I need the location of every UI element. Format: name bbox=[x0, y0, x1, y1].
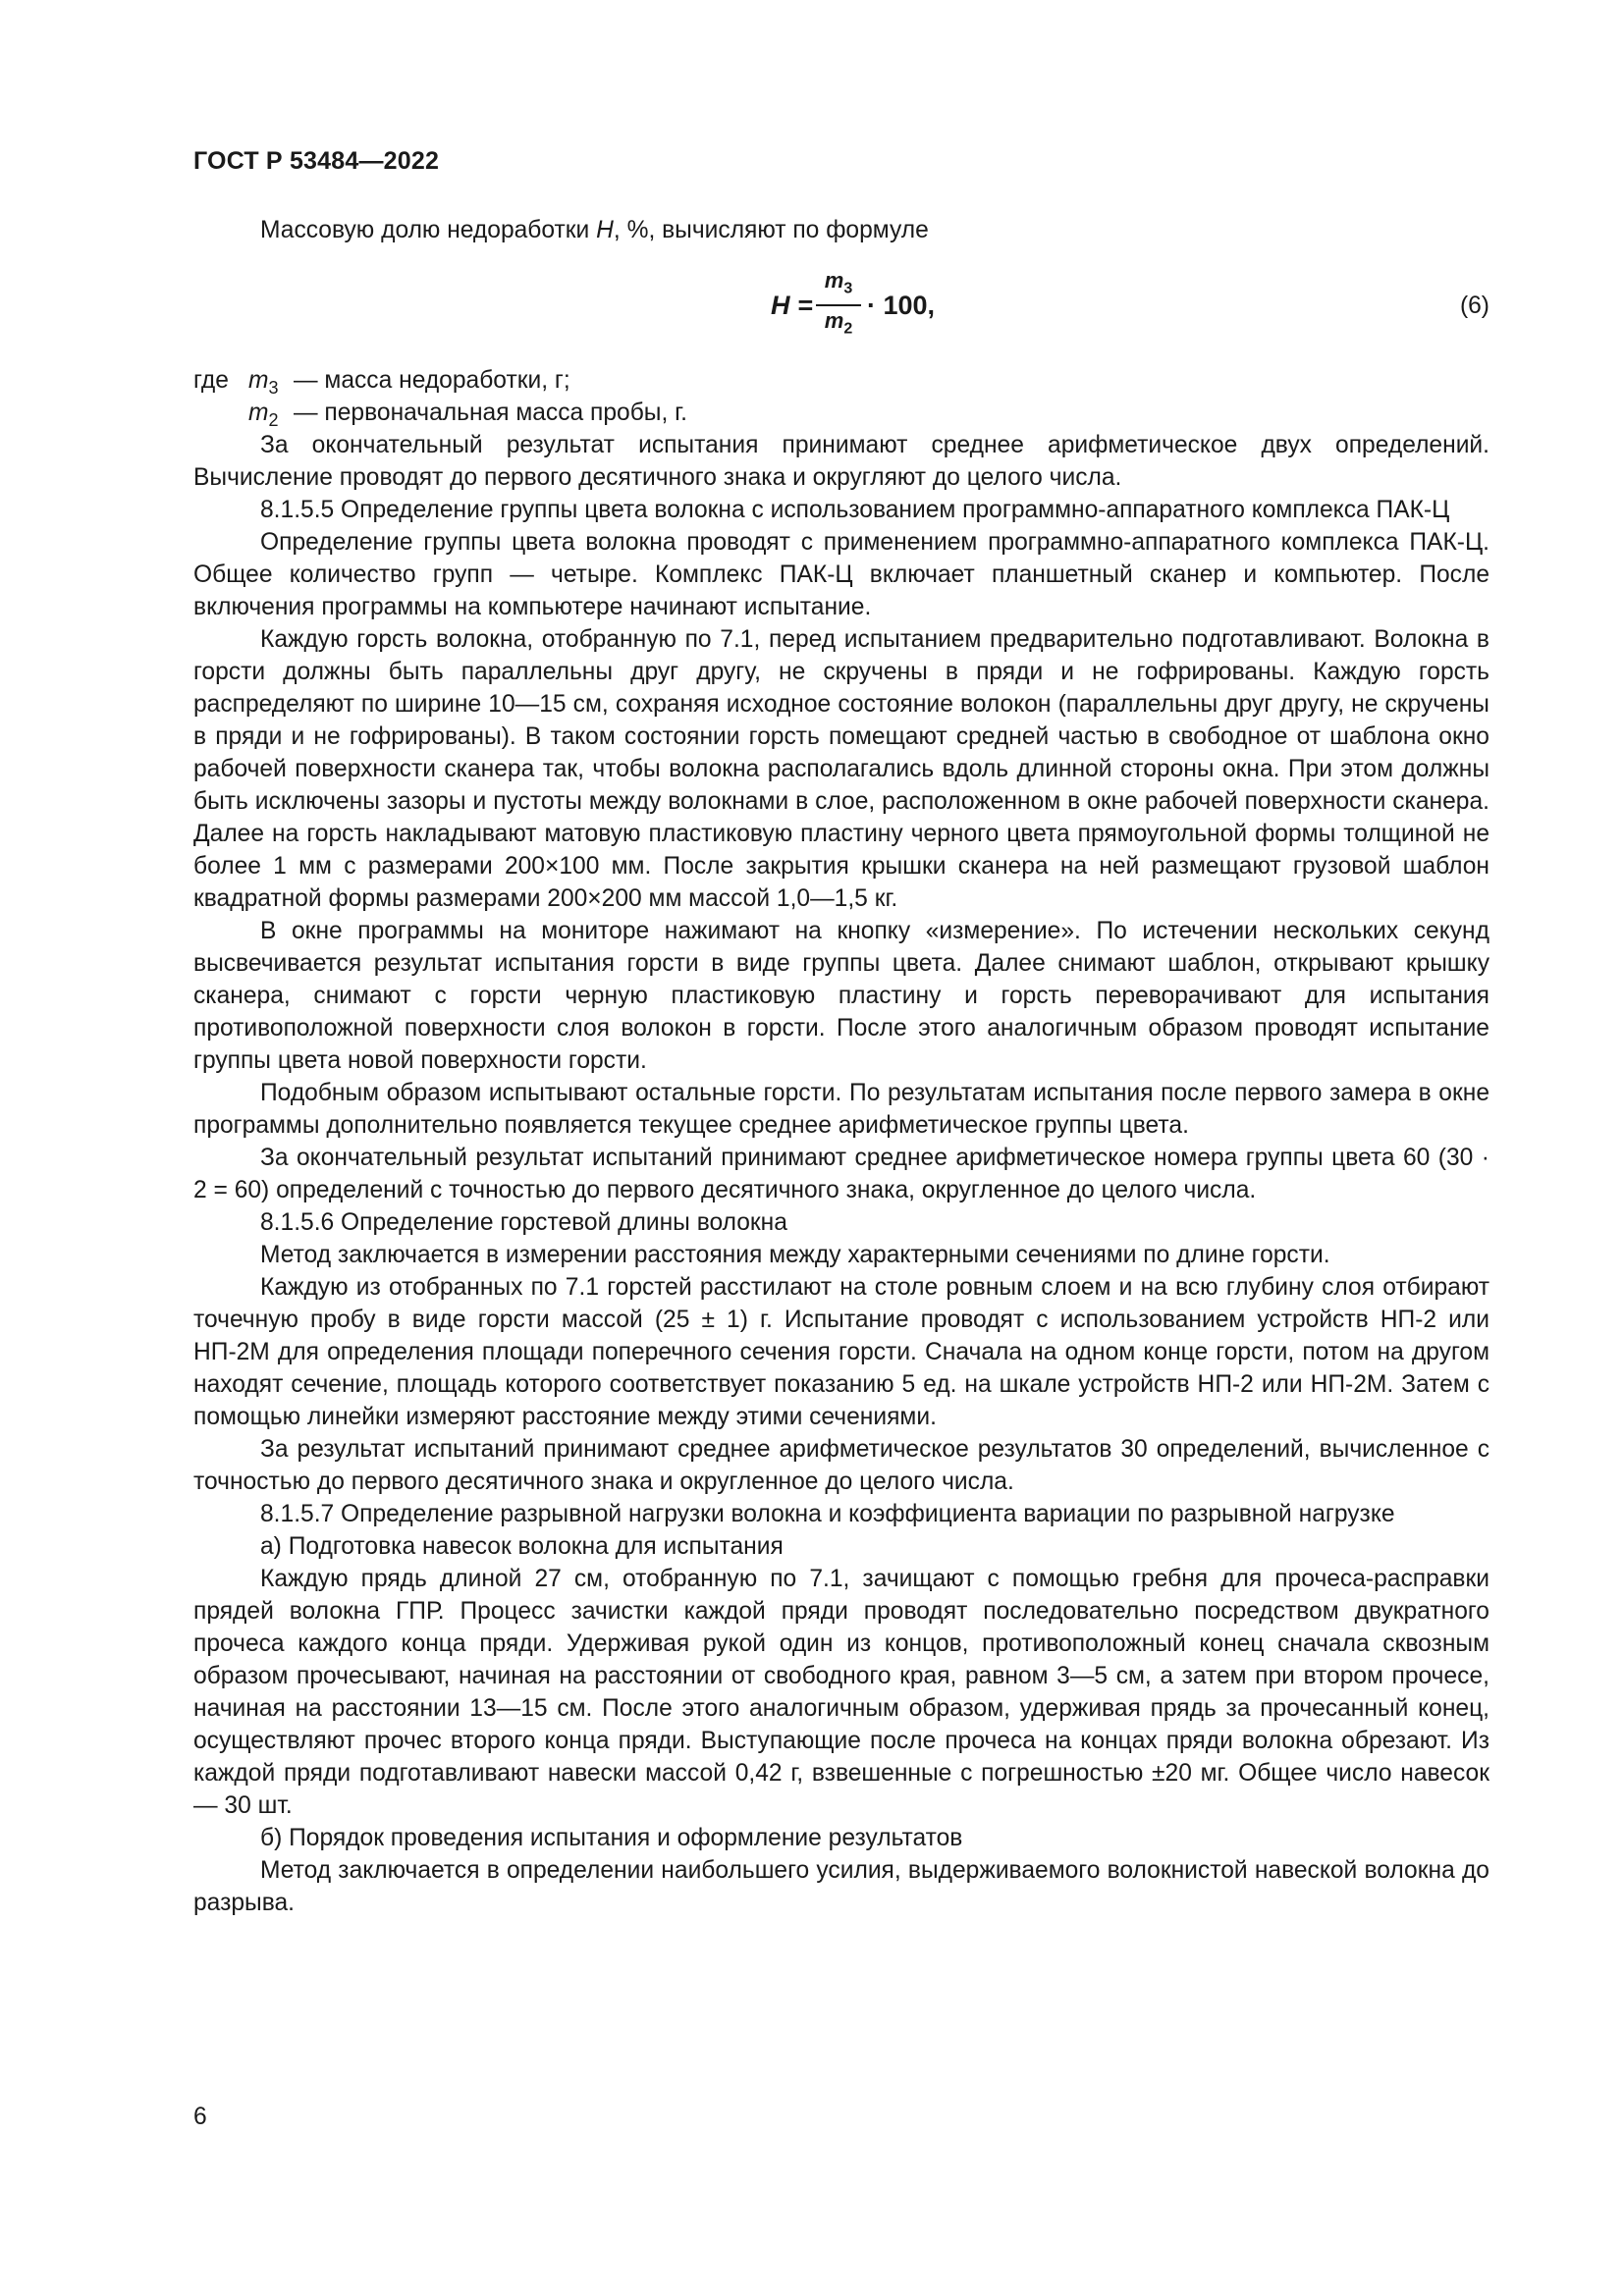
formula-lhs: H = bbox=[771, 291, 813, 320]
legend-item bbox=[193, 364, 1489, 397]
equation-number: (6) bbox=[1459, 293, 1489, 319]
formula-numerator: $m_3$ bbox=[816, 266, 861, 306]
paragraph: Метод заключается в измерении расстояния между характерными сечениями по длине горсти. bbox=[260, 1242, 1330, 1268]
formula-rhs: · 100, bbox=[867, 291, 936, 320]
legend-variable: $m_2$ bbox=[248, 400, 279, 430]
page-number: 6 bbox=[193, 2104, 207, 2130]
section-heading: 8.1.5.5 Определение группы цвета волокна с использованием программно-аппаратного комплекса ПАК-Ц bbox=[260, 497, 1450, 523]
paragraph: Каждую из отобранных по 7.1 горстей расстилают на столе ровным слоем и на всю глубину слоя отбирают точечную пробу в виде горсти массой (25 ± 1) г. Испытание проводят с использованием устройств НП-2 или НП-2М для определения площади поперечного сечения горсти. Сначала на одном конце горсти, потом на другом находят сечение, площадь которого соответствует показанию 5 ед. на шкале устройств НП-2 или НП-2М. Затем с помощью линейки измеряют расстояние между этими сечениями. bbox=[193, 1274, 1489, 1430]
paragraph: За результат испытаний принимают среднее арифметическое результатов 30 определений, вычисленное с точностью до первого десятичного знака и округленное до целого числа. bbox=[193, 1436, 1489, 1495]
paragraph: Каждую горсть волокна, отобранную по 7.1, перед испытанием предварительно подготавливают. Волокна в горсти должны быть параллельны друг другу, не скручены в пряди и не гофрированы. Каждую горсть распределяют по ширине 10—15 см, сохраняя исходное состояние волокон (параллельны друг другу, не скручены в пряди и не гофрированы). В таком состоянии горсть помещают средней частью в свободное от шаблона окно рабочей поверхности сканера так, чтобы волокна располагались вдоль длинной стороны окна. При этом должны быть исключены зазоры и пустоты между волокнами в слое, расположенном в окне рабочей поверхности сканера. Далее на горсть накладывают матовую пластиковую пластину черного цвета прямоугольной формы толщиной не более 1 мм с размерами 200×100 мм. После закрытия крышки сканера на ней размещают грузовой шаблон квадратной формы размерами 200×200 мм массой 1,0—1,5 кг. bbox=[193, 626, 1489, 912]
legend-description: — масса недоработки, г; bbox=[294, 367, 570, 394]
paragraph: Каждую прядь длиной 27 см, отобранную по 7.1, зачищают с помощью гребня для прочеса-расправки прядей волокна ГПР. Процесс зачистки каждой пряди проводят последовательно посредством двукратного прочеса каждого конца пряди. Удерживая рукой один из концов, противоположный конец сначала сквозным образом прочесывают, начиная на расстоянии от свободного края, равном 3—5 см, а затем при втором прочесе, начиная на расстоянии 13—15 см. После этого аналогичным образом, удерживая прядь за прочесанный конец, осуществляют прочес второго конца пряди. Выступающие после прочеса на концах пряди волокна обрезают. Из каждой пряди подготавливают навески массой 0,42 г, взвешенные с погрешностью ±20 мг. Общее число навесок — 30 шт. bbox=[193, 1566, 1489, 1819]
subsection-heading: а) Подготовка навесок волокна для испытания bbox=[260, 1533, 784, 1560]
legend-description: — первоначальная масса пробы, г. bbox=[294, 400, 687, 426]
paragraph: За окончательный результат испытаний принимают среднее арифметическое номера группы цвета 60 (30 · 2 = 60) определений с точностью до первого десятичного знака, округленное до целого числа. bbox=[193, 1145, 1489, 1203]
formula-intro: Массовую долю недоработки H, %, вычисляют по формуле bbox=[260, 217, 929, 243]
paragraph: В окне программы на мониторе нажимают на кнопку «измерение». По истечении нескольких секунд высвечивается результат испытания горсти в виде группы цвета. Далее снимают шаблон, открывают крышку сканера, снимают с горсти черную пластиковую пластину и горсть переворачивают для испытания противоположной поверхности слоя волокон в горсти. После этого аналогичным образом проводят испытание группы цвета новой поверхности горсти. bbox=[193, 918, 1489, 1074]
subsection-heading: б) Порядок проведения испытания и оформление результатов bbox=[260, 1825, 963, 1851]
formula-block bbox=[193, 246, 1489, 364]
page-content bbox=[193, 214, 1489, 1919]
formula-intro-variable: H bbox=[596, 217, 614, 243]
formula-denominator: $m_2$ bbox=[824, 308, 853, 338]
paragraph: Определение группы цвета волокна проводят с применением программно-аппаратного комплекса ПАК-Ц. Общее количество групп — четыре. Комплекс ПАК-Ц включает планшетный сканер и компьютер. После включения программы на компьютере начинают испытание. bbox=[193, 529, 1489, 620]
formula-fraction bbox=[816, 266, 861, 345]
section-heading: 8.1.5.6 Определение горстевой длины волокна bbox=[260, 1209, 787, 1236]
legend-lead: где bbox=[193, 367, 229, 394]
section-heading: 8.1.5.7 Определение разрывной нагрузки волокна и коэффициента вариации по разрывной нагрузке bbox=[260, 1501, 1395, 1527]
paragraph: Подобным образом испытывают остальные горсти. По результатам испытания после первого замера в окне программы дополнительно появляется текущее среднее арифметическое группы цвета. bbox=[193, 1080, 1489, 1139]
legend-item bbox=[193, 397, 1489, 429]
paragraph: За окончательный результат испытания принимают среднее арифметическое двух определений. Вычисление проводят до первого десятичного знака и округляют до целого числа. bbox=[193, 432, 1489, 491]
document-header: ГОСТ Р 53484—2022 bbox=[193, 147, 440, 175]
paragraph: Метод заключается в определении наибольшего усилия, выдерживаемого волокнистой навеской волокна до разрыва. bbox=[193, 1857, 1489, 1916]
legend-variable: $m_3$ bbox=[248, 367, 279, 398]
